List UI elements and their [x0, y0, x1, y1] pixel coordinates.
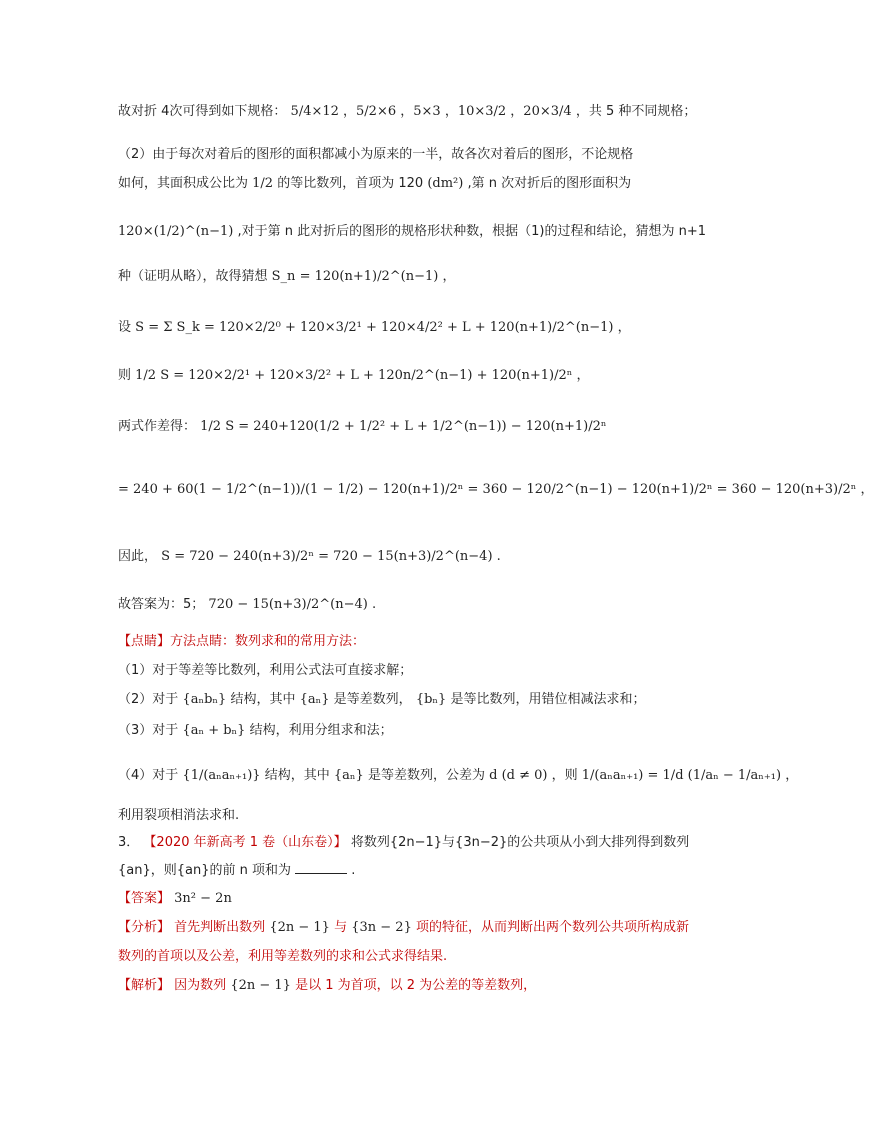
- text: 结构，其中: [264, 768, 330, 783]
- text: 因此，: [118, 549, 158, 564]
- paragraph-line: [118, 831, 689, 850]
- text: .: [351, 863, 356, 878]
- math-an: {aₙ}: [299, 692, 330, 707]
- math-result: S = 720 − 240(n+3)/2ⁿ = 720 − 15(n+3)/2^(n−4) .: [161, 549, 501, 564]
- paragraph-line: [118, 804, 239, 823]
- math-seq2: {3n − 2}: [351, 920, 412, 935]
- paragraph-line: [118, 415, 607, 434]
- paragraph-line: [118, 688, 645, 707]
- math-seq1b: {2n − 1}: [230, 978, 291, 993]
- text: （4）对于: [118, 768, 179, 783]
- text: 是等差数列，公差为: [367, 768, 485, 783]
- math-bn: {bₙ}: [415, 692, 447, 707]
- text: （3）对于: [118, 723, 179, 738]
- math-s-def: S = Σ S_k = 120×2/2⁰ + 120×3/2¹ + 120×4/2² + L + 120(n+1)/2^(n−1) ，: [135, 320, 631, 335]
- paragraph-line: [118, 916, 689, 935]
- text: 故对折 4次可得到如下规格：: [118, 104, 287, 119]
- math-diff: 1/2 S = 240+120(1/2 + 1/2² + L + 1/2^(n−1)) − 120(n+1)/2ⁿ: [200, 419, 607, 434]
- paragraph-line: [118, 945, 447, 964]
- text: 因为数列: [174, 978, 227, 993]
- paragraph-line: [118, 172, 631, 191]
- paragraph-line: [118, 630, 365, 649]
- text: 两式作差得：: [118, 419, 197, 434]
- text: 如何，其面积成公比为: [118, 176, 249, 191]
- math-half: 1/2: [252, 176, 274, 191]
- solution-label: 【解析】: [118, 978, 171, 993]
- text: 结构，其中: [230, 692, 296, 707]
- text: ,对于第 n 此对折后的图形的规格形状种数，根据（1)的过程和结论，猜想为 n+1: [237, 224, 706, 239]
- text: 设: [118, 320, 132, 335]
- paragraph-line: [118, 719, 393, 738]
- math-seq1: {2n − 1}: [269, 920, 330, 935]
- tip-heading: 【点睛】方法点睛：数列求和的常用方法：: [118, 634, 366, 649]
- math-an-plus-bn: {aₙ + bₙ}: [182, 723, 246, 738]
- math-split: 1/(aₙaₙ₊₁) = 1/d (1/aₙ − 1/aₙ₊₁) ，: [581, 768, 799, 783]
- text: {an}，则{an}的前 n 项和为: [118, 863, 291, 878]
- text: 种（证明从略），故得猜想: [118, 269, 268, 284]
- math-d: d (d ≠ 0): [489, 768, 548, 783]
- paragraph-line: [118, 859, 355, 878]
- paragraph-line: [118, 764, 798, 783]
- text: 是以 1 为首项，以 2 为公差的等差数列，: [295, 978, 537, 993]
- text: （2）对于: [118, 692, 179, 707]
- text: 则: [118, 368, 132, 383]
- math-diff2: = 240 + 60(1 − 1/2^(n−1))/(1 − 1/2) − 120(n+1)/2ⁿ = 360 − 120/2^(n−1) − 120(n+1)/2ⁿ = 360 − 120(n+3)/2ⁿ ，: [118, 482, 874, 497]
- math-area: 120×(1/2)^(n−1): [118, 224, 234, 239]
- text: ，则: [551, 768, 578, 783]
- paragraph-line: [118, 316, 631, 335]
- paragraph-line: [118, 100, 696, 119]
- question-source: 【2020 年新高考 1 卷（山东卷）】: [143, 835, 347, 850]
- paragraph-line: [118, 593, 376, 612]
- paragraph-line: [118, 265, 455, 284]
- question-number: 3．: [118, 835, 140, 850]
- math-frac-set: {1/(aₙaₙ₊₁)}: [182, 768, 261, 783]
- text: 将数列{2n−1}与{3n−2}的公共项从小到大排列得到数列: [350, 835, 690, 850]
- text: （1）对于等差等比数列，利用公式法可直接求解；: [118, 663, 413, 678]
- text: 故答案为：5；: [118, 597, 205, 612]
- math-dm2: (dm²): [427, 176, 464, 191]
- paragraph-line: [118, 545, 501, 564]
- text: 结构，利用分组求和法；: [249, 723, 393, 738]
- math-sn: S_n = 120(n+1)/2^(n−1) ，: [271, 269, 456, 284]
- text: 数列的首项以及公差，利用等差数列的求和公式求得结果.: [118, 949, 448, 964]
- text: 是等差数列，: [333, 692, 412, 707]
- answer-label: 【答案】: [118, 891, 171, 906]
- text: ，共 5 种不同规格；: [575, 104, 697, 119]
- paragraph-line: [118, 887, 232, 906]
- text: 的等比数列，首项为 120: [277, 176, 424, 191]
- paragraph-line: [118, 220, 706, 239]
- text: 是等比数列，用错位相减法求和；: [450, 692, 646, 707]
- analysis-label: 【分析】: [118, 920, 171, 935]
- math-half-s: 1/2 S = 120×2/2¹ + 120×3/2² + L + 120n/2^(n−1) + 120(n+1)/2ⁿ ，: [135, 368, 590, 383]
- paragraph-line: [118, 478, 874, 497]
- text: （2）由于每次对着后的图形的面积都减小为原来的一半，故各次对着后的图形，不论规格: [118, 147, 634, 162]
- text: 首先判断出数列: [174, 920, 266, 935]
- math-an: {aₙ}: [333, 768, 364, 783]
- paragraph-line: [118, 659, 412, 678]
- text: 与: [334, 920, 348, 935]
- paragraph-line: [118, 143, 633, 162]
- math-answer3: 3n² − 2n: [174, 891, 232, 906]
- answer-blank: [295, 863, 347, 874]
- text: 项的特征，从而判断出两个数列公共项所构成新: [416, 920, 690, 935]
- math-anbn: {aₙbₙ}: [182, 692, 227, 707]
- text: 利用裂项相消法求和.: [118, 808, 240, 823]
- text: ,第 n 次对折后的图形面积为: [467, 176, 632, 191]
- paragraph-line: [118, 974, 536, 993]
- math-specs: 5/4×12 ，5/2×6 ，5×3 ，10×3/2 ，20×3/4: [290, 104, 572, 119]
- paragraph-line: [118, 364, 590, 383]
- math-answer: 720 − 15(n+3)/2^(n−4) .: [208, 597, 377, 612]
